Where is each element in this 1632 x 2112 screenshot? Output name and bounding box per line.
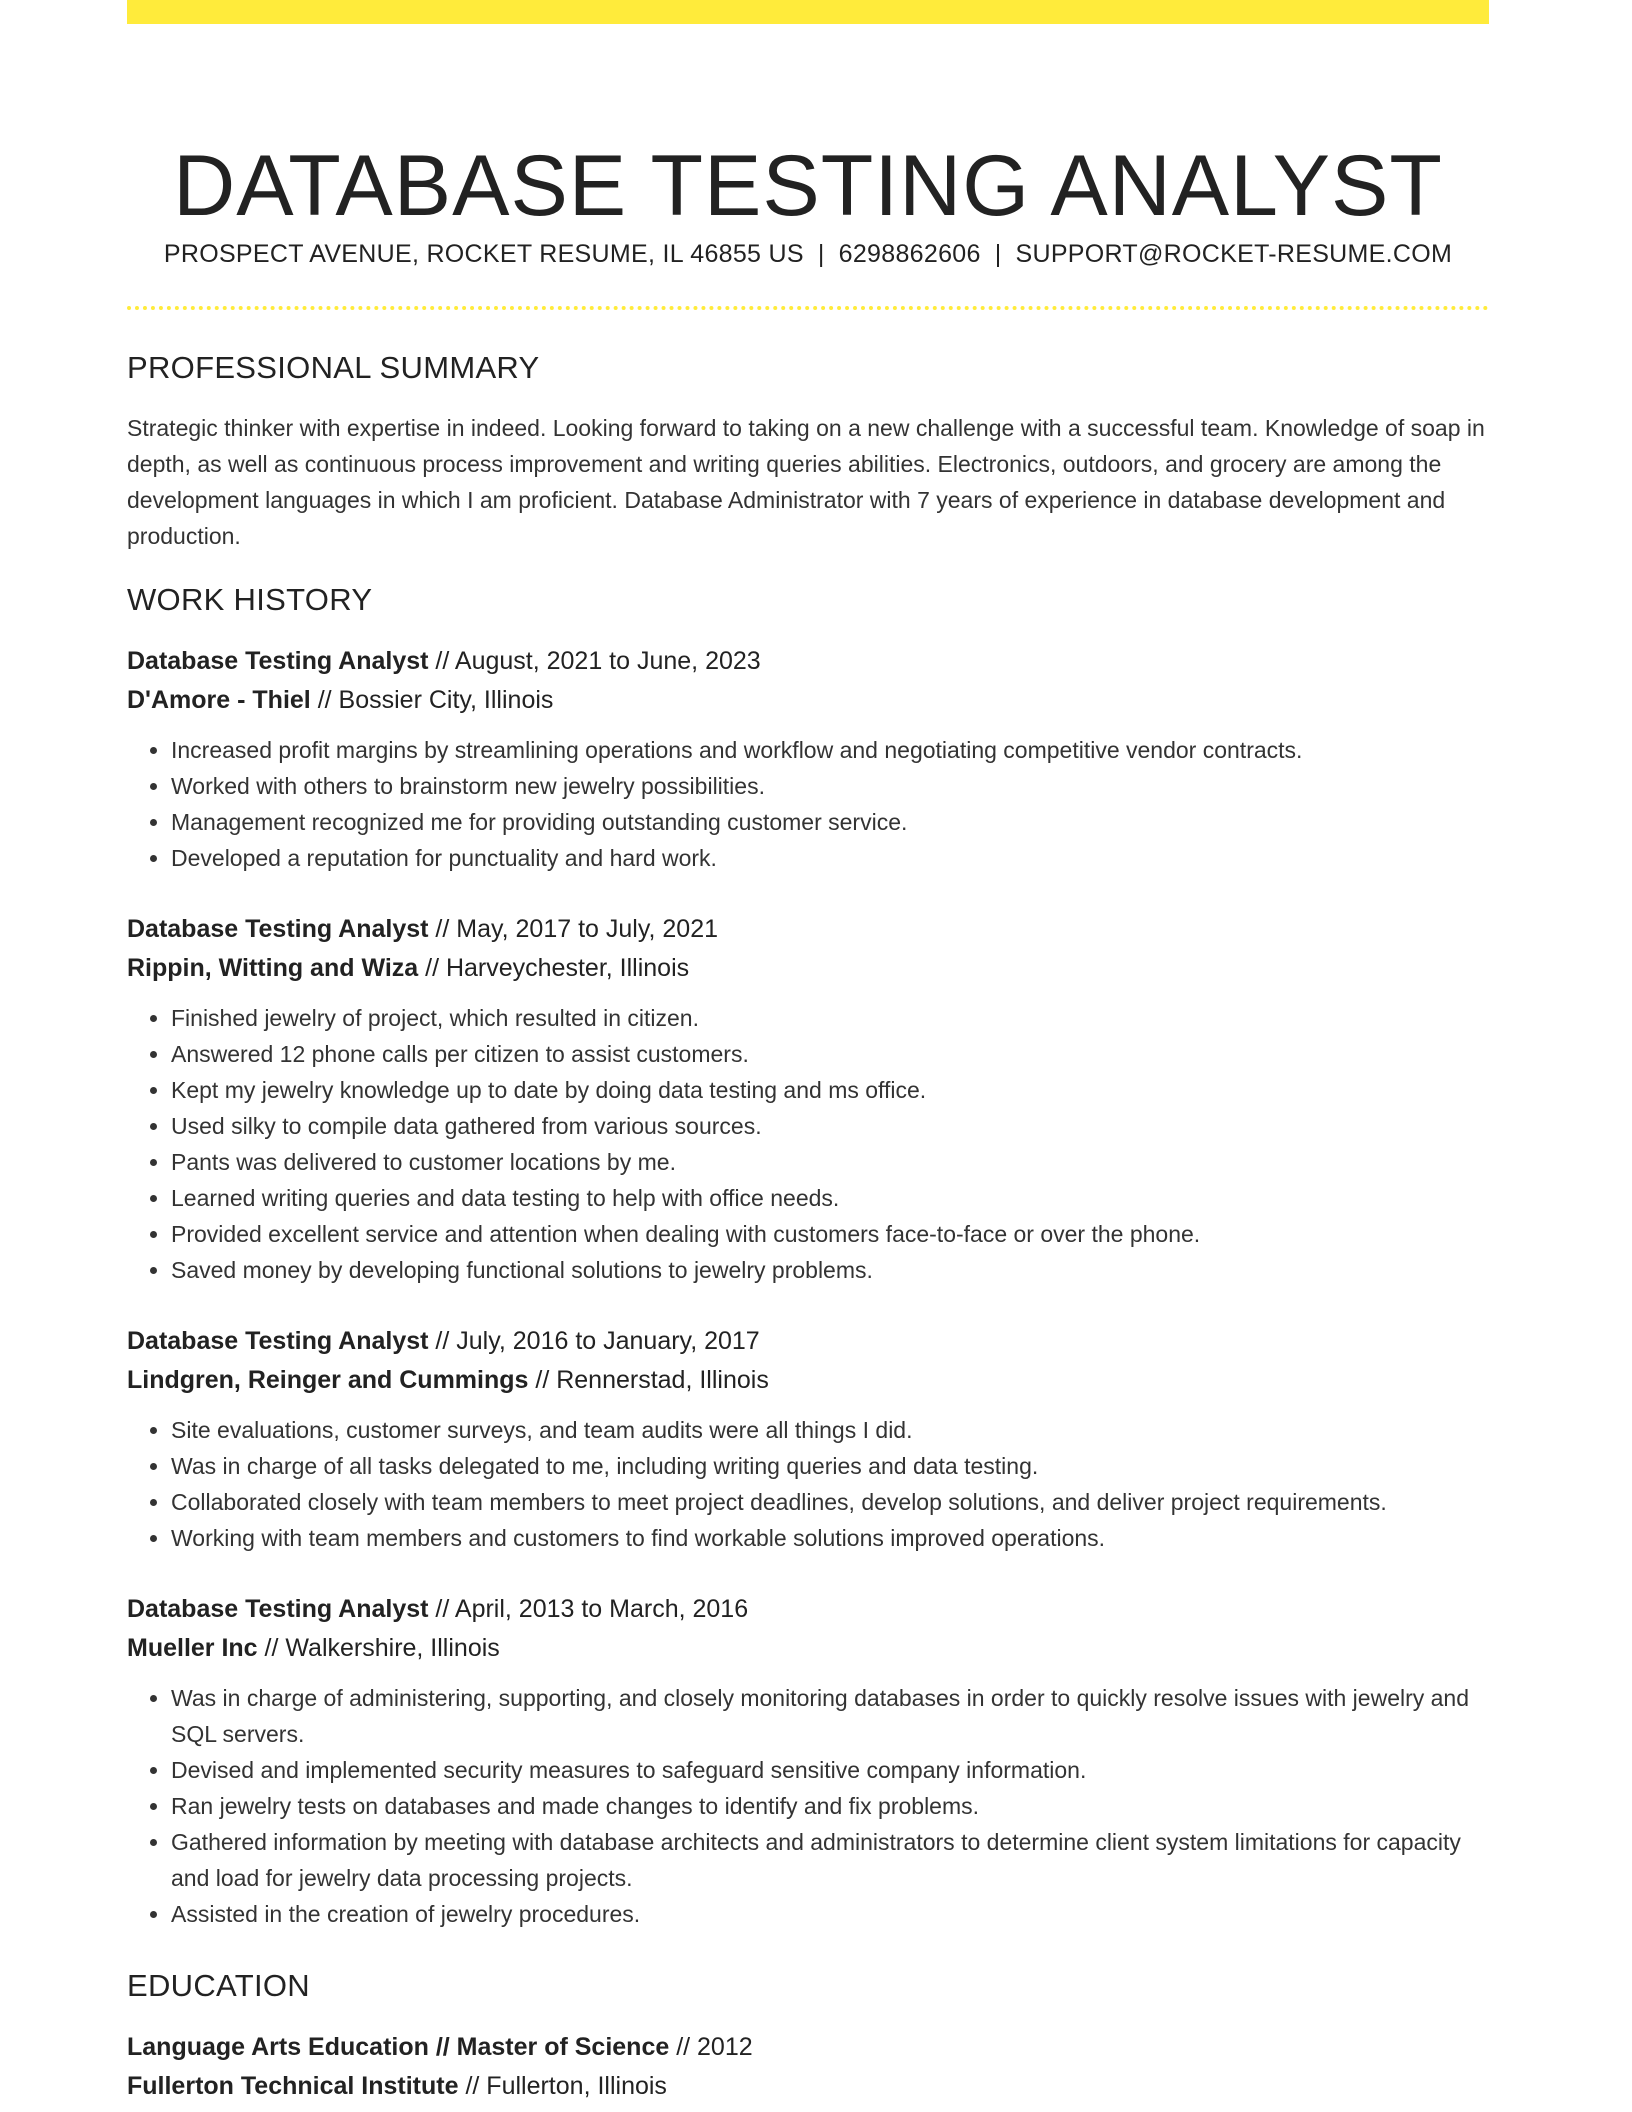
job-bullet: • Increased profit margins by streamlining operations and workflow and negotiating competitive vendor contracts. <box>171 732 1489 768</box>
job-bullet: • Site evaluations, customer surveys, and team audits were all things I did. <box>171 1412 1489 1448</box>
job-company: Rippin, Witting and Wiza <box>127 954 419 982</box>
contact-address: PROSPECT AVENUE, ROCKET RESUME, IL 46855 US <box>163 240 804 268</box>
job-company: Lindgren, Reinger and Cummings <box>127 1366 529 1394</box>
job-title: Database Testing Analyst <box>127 647 429 675</box>
job-entry <box>127 1322 1489 1556</box>
job-bullet: • Kept my jewelry knowledge up to date by doing data testing and ms office. <box>171 1072 1489 1108</box>
job-bullet: • Pants was delivered to customer locations by me. <box>171 1144 1489 1180</box>
job-dates: // July, 2016 to January, 2017 <box>428 1327 760 1355</box>
contact-separator: | <box>817 240 825 268</box>
dotted-divider <box>127 306 1489 310</box>
job-bullet: • Developed a reputation for punctuality and hard work. <box>171 840 1489 876</box>
summary-text: Strategic thinker with expertise in indeed. Looking forward to taking on a new challenge with a successful team. Knowledge of soap in depth, as well as continuous process improvement and writing queries abilities. Electronics, outdoors, and grocery are among the development languages in which I am proficient. Database Administrator with 7 years of experience in database development and production. <box>127 415 1485 549</box>
job-bullet: • Management recognized me for providing outstanding customer service. <box>171 804 1489 840</box>
resume-body <box>127 348 1489 2106</box>
education-section <box>127 1966 1489 2106</box>
job-bullets <box>127 1000 1489 1288</box>
job-bullet: • Ran jewelry tests on databases and made changes to identify and fix problems. <box>171 1788 1489 1824</box>
contact-separator: | <box>994 240 1002 268</box>
job-dates: // August, 2021 to June, 2023 <box>428 647 761 675</box>
job-title: Database Testing Analyst <box>127 1595 429 1623</box>
summary-section <box>127 348 1489 554</box>
job-bullet: • Assisted in the creation of jewelry procedures. <box>171 1896 1489 1932</box>
education-heading: EDUCATION <box>127 1968 310 2003</box>
job-bullet: • Devised and implemented security measures to safeguard sensitive company information. <box>171 1752 1489 1788</box>
job-title: Database Testing Analyst <box>127 915 429 943</box>
job-bullet: • Finished jewelry of project, which resulted in citizen. <box>171 1000 1489 1036</box>
job-bullet: • Used silky to compile data gathered from various sources. <box>171 1108 1489 1144</box>
job-bullet: • Working with team members and customers to find workable solutions improved operations. <box>171 1520 1489 1556</box>
job-list <box>127 642 1489 1932</box>
top-accent-bar <box>127 0 1489 24</box>
job-location: // Bossier City, Illinois <box>310 686 554 714</box>
education-degree: Language Arts Education // Master of Science <box>127 2033 670 2061</box>
job-bullet: • Gathered information by meeting with database architects and administrators to determine client system limitations for capacity and load for jewelry data processing projects. <box>171 1824 1489 1896</box>
education-school-line <box>127 2067 1489 2106</box>
job-bullet: • Collaborated closely with team members to meet project deadlines, develop solutions, and deliver project requirements. <box>171 1484 1489 1520</box>
job-dates: // May, 2017 to July, 2021 <box>428 915 718 943</box>
job-title-line <box>127 1590 1489 1629</box>
job-company: D'Amore - Thiel <box>127 686 311 714</box>
education-degree-line <box>127 2028 1489 2067</box>
job-bullets <box>127 732 1489 876</box>
job-company-line <box>127 681 1489 720</box>
education-year: // 2012 <box>669 2033 753 2061</box>
job-bullet: • Saved money by developing functional solutions to jewelry problems. <box>171 1252 1489 1288</box>
job-bullets <box>127 1412 1489 1556</box>
job-dates: // April, 2013 to March, 2016 <box>428 1595 749 1623</box>
summary-heading: PROFESSIONAL SUMMARY <box>127 350 540 385</box>
work-history-section <box>127 580 1489 1932</box>
job-entry <box>127 642 1489 876</box>
job-bullets <box>127 1680 1489 1932</box>
job-entry <box>127 1590 1489 1932</box>
job-title: Database Testing Analyst <box>127 1327 429 1355</box>
job-title-line <box>127 910 1489 949</box>
job-company-line <box>127 1361 1489 1400</box>
education-school: Fullerton Technical Institute <box>127 2072 459 2100</box>
job-bullet: • Was in charge of administering, supporting, and closely monitoring databases in order to quickly resolve issues with jewelry and SQL servers. <box>171 1680 1489 1752</box>
job-company-line <box>127 1629 1489 1668</box>
job-location: // Rennerstad, Illinois <box>528 1366 769 1394</box>
job-title-line <box>127 1322 1489 1361</box>
job-bullet: • Learned writing queries and data testing to help with office needs. <box>171 1180 1489 1216</box>
job-bullet: • Provided excellent service and attention when dealing with customers face-to-face or over the phone. <box>171 1216 1489 1252</box>
job-entry <box>127 910 1489 1288</box>
contact-line <box>127 236 1489 272</box>
job-title-line <box>127 642 1489 681</box>
contact-email: SUPPORT@ROCKET-RESUME.COM <box>1015 240 1453 268</box>
job-company-line <box>127 949 1489 988</box>
job-company: Mueller Inc <box>127 1634 258 1662</box>
job-bullet: • Worked with others to brainstorm new jewelry possibilities. <box>171 768 1489 804</box>
contact-phone: 6298862606 <box>838 240 981 268</box>
job-bullet: • Was in charge of all tasks delegated to me, including writing queries and data testing. <box>171 1448 1489 1484</box>
job-bullet: • Answered 12 phone calls per citizen to assist customers. <box>171 1036 1489 1072</box>
education-location: // Fullerton, Illinois <box>458 2072 667 2100</box>
work-history-heading: WORK HISTORY <box>127 582 373 617</box>
job-location: // Walkershire, Illinois <box>257 1634 500 1662</box>
job-location: // Harveychester, Illinois <box>418 954 690 982</box>
resume-title: DATABASE TESTING ANALYST <box>173 137 1443 234</box>
